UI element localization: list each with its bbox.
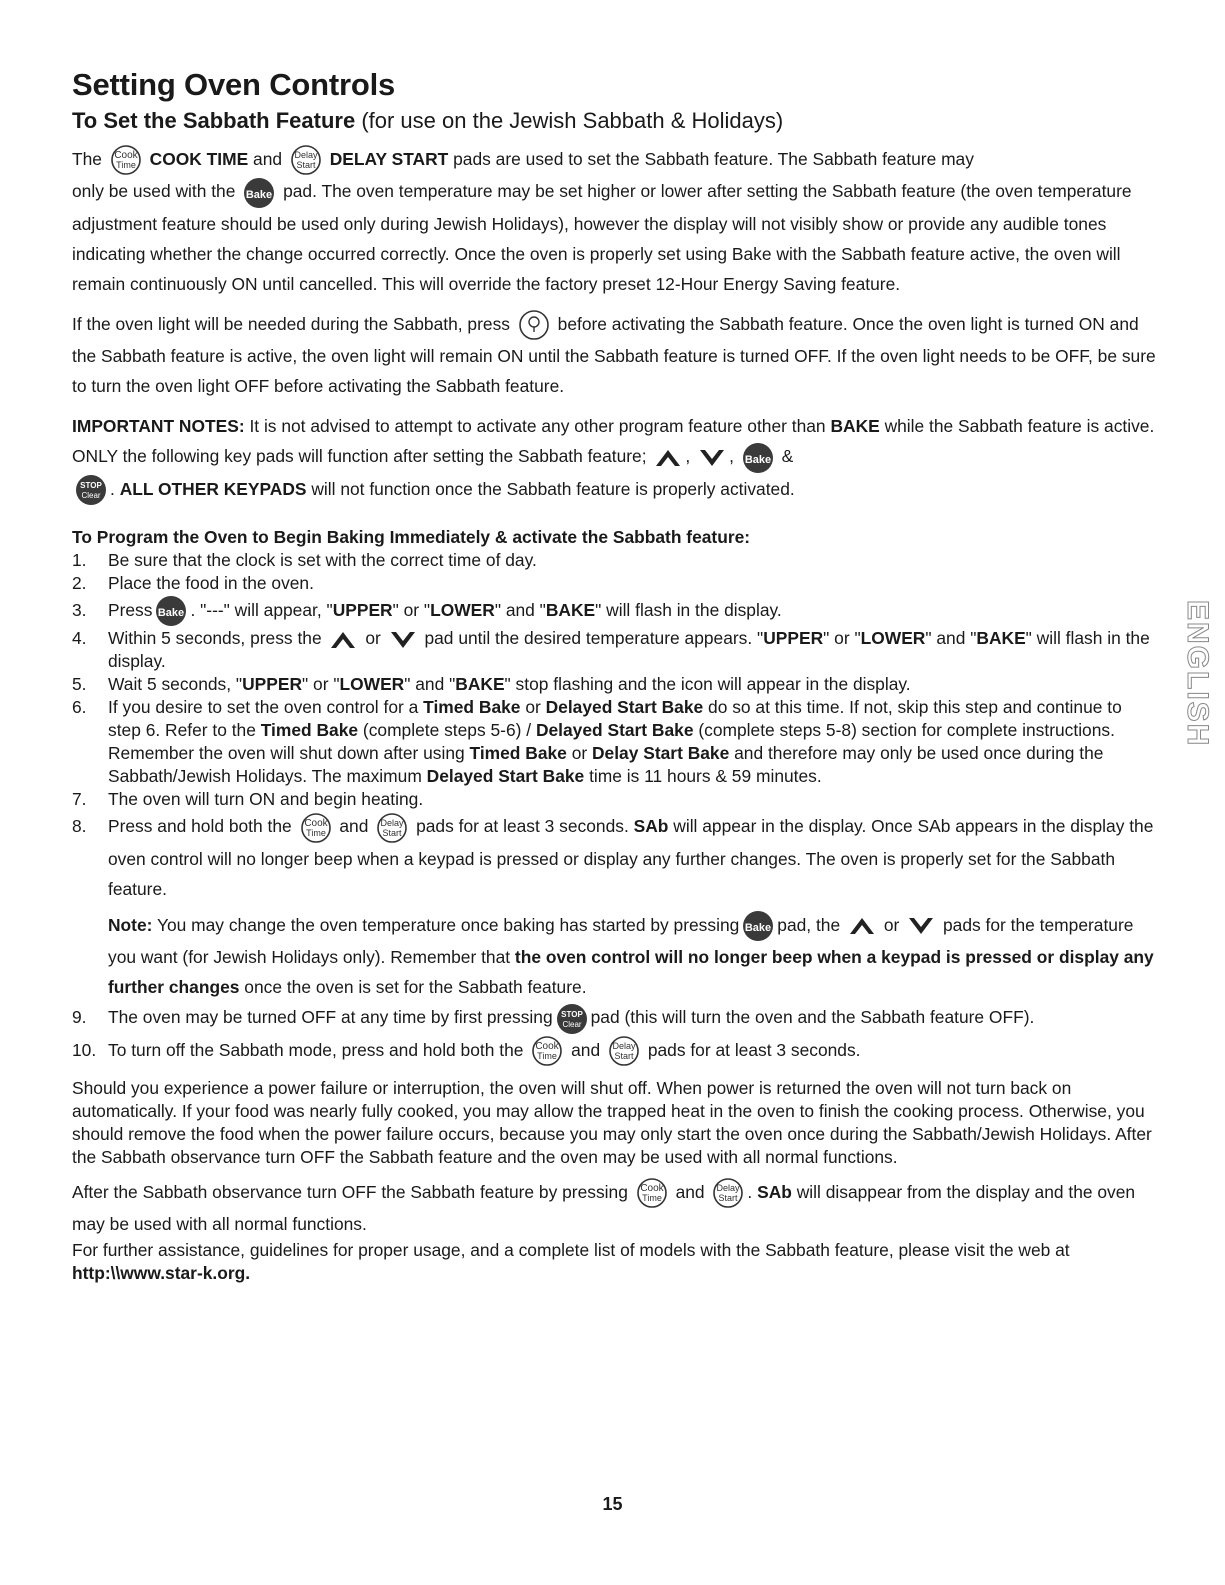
page-number: 15 (602, 1494, 623, 1514)
cook-time-key-icon (531, 1035, 563, 1067)
stop-clear-key-icon (75, 474, 107, 506)
program-heading: To Program the Oven to Begin Baking Immediately & activate the Sabbath feature: (72, 527, 751, 548)
svg-text:Delay: Delay (612, 1041, 636, 1052)
list-item: 1. Be sure that the clock is set with the correct time of day. (72, 550, 537, 571)
svg-text:Time: Time (305, 827, 326, 838)
svg-text:Time: Time (115, 160, 136, 171)
star-k-link[interactable]: http:\\www.star-k.org. (72, 1263, 251, 1284)
list-item: 3. Press Bake . "---" will appear, "UPPER" or "LOWER" and "BAKE" will flash in the display. (72, 595, 1157, 627)
cook-time-key-icon (110, 144, 142, 176)
svg-text:STOP: STOP (560, 1009, 583, 1019)
section-subtitle: To Set the Sabbath Feature (for use on the Jewish Sabbath & Holidays) (72, 108, 784, 133)
svg-text:Cook: Cook (114, 150, 138, 162)
stop-clear-key-icon (556, 1003, 588, 1035)
oven-light-paragraph: If the oven light will be needed during the Sabbath, press before activating the Sabbath feature. Once the oven light is turned ON and the Sabbath feature is active, the oven light will remain ON until the Sabbath feature is turned OFF. If the oven light needs to be OFF, be sure to turn the oven light OFF before activating the Sabbath feature. (72, 309, 1157, 401)
svg-text:Bake: Bake (744, 453, 771, 466)
list-item: 2. Place the food in the oven. (72, 573, 314, 594)
up-arrow-icon (849, 917, 875, 935)
list-item: 5. Wait 5 seconds, "UPPER" or "LOWER" and "BAKE" stop flashing and the icon will appear in the display. (72, 674, 911, 695)
svg-text:STOP: STOP (80, 481, 102, 491)
important-notes-paragraph: IMPORTANT NOTES: It is not advised to attempt to activate any other program feature other than BAKE while the Sabbath feature is active. ONLY the following key pads will function after setting the Sabbath feature; , , Bake & STOP Clear . ALL OTHER KEYPADS will not function once the Sabbath feature is properly activated. (72, 411, 1157, 506)
svg-text:Delay: Delay (716, 1183, 740, 1194)
up-arrow-icon (655, 449, 681, 467)
delay-start-key-icon (290, 144, 322, 176)
svg-text:Start: Start (718, 1193, 738, 1204)
bake-key-icon (243, 177, 275, 209)
list-item: 6. If you desire to set the oven control for a Timed Bake or Delayed Start Bake do so at this time. If not, skip this step and continue to step 6. Refer to the Timed Bake (complete steps 5-6) / Delayed Start Bake (complete steps 5-8) section for complete instructions. Remember the oven will shut down after using Timed Bake or Delay Start Bake and therefore may only be used once during the Sabbath/Jewish Holidays. The maximum Delayed Start Bake time is 11 hours & 59 minutes. (72, 697, 1122, 787)
delay-start-key-icon (376, 812, 408, 844)
language-side-tab (1168, 598, 1214, 748)
cook-time-key-icon (300, 812, 332, 844)
svg-text:Cook: Cook (535, 1041, 559, 1053)
list-item: 7. The oven will turn ON and begin heating. (72, 789, 424, 810)
svg-text:Bake: Bake (246, 188, 273, 201)
down-arrow-icon (390, 631, 416, 649)
svg-text:Time: Time (537, 1051, 558, 1062)
svg-text:Start: Start (296, 160, 316, 171)
svg-text:Cook: Cook (303, 817, 328, 829)
list-item: 10. To turn off the Sabbath mode, press and hold both the Cook Time and Delay Start pads for at least 3 seconds. (72, 1035, 1157, 1067)
delay-start-key-icon (608, 1035, 640, 1067)
svg-text:Delay: Delay (380, 817, 404, 828)
svg-text:Clear: Clear (81, 491, 101, 501)
svg-text:Delay: Delay (294, 150, 318, 161)
svg-text:Cook: Cook (640, 1183, 664, 1195)
svg-text:Start: Start (614, 1051, 634, 1062)
svg-text:ENGLISH: ENGLISH (1181, 600, 1214, 748)
up-arrow-icon (330, 631, 356, 649)
power-failure-paragraph: Should you experience a power failure or interruption, the oven will shut off. When power is returned the oven will not turn back on automatically. If your food was nearly fully cooked, you may allow the trapped heat in the oven to finish the cooking process. Otherwise, you should remove the food when the power failure occurs, because you may only start the oven once during the Sabbath/Jewish Holidays. After the Sabbath observance turn OFF the Sabbath feature and the oven may be used with all normal functions. (72, 1078, 1152, 1168)
page-title: Setting Oven Controls (72, 67, 396, 102)
steps-list (72, 549, 1157, 1067)
bake-key-icon (742, 910, 774, 942)
svg-text:Clear: Clear (562, 1019, 582, 1029)
svg-text:Bake: Bake (158, 607, 185, 620)
svg-text:Time: Time (641, 1193, 662, 1204)
down-arrow-icon (908, 917, 934, 935)
bake-key-icon (742, 442, 774, 474)
oven-light-key-icon (518, 309, 550, 341)
cook-time-key-icon (636, 1177, 668, 1209)
bake-key-icon (155, 595, 187, 627)
note: Note: You may change the oven temperature once baking has started by pressing Bake pad, the or pads for the temperature you want (for Jewish Holidays only). Remember that the oven control will no longer beep when a keypad is pressed or display any further changes once the oven is set for the Sabbath feature. (108, 910, 1157, 1002)
assistance-paragraph: For further assistance, guidelines for proper usage, and a complete list of models with the Sabbath feature, please visit the web at http:\\www.star-k.org. (72, 1240, 1070, 1284)
svg-text:Start: Start (382, 827, 402, 838)
list-item: 9. The oven may be turned OFF at any time by first pressing STOP Clear pad (this will turn the oven and the Sabbath feature OFF). (72, 1002, 1157, 1034)
manual-page (72, 66, 1157, 1285)
svg-text:Bake: Bake (745, 922, 772, 935)
after-sabbath-paragraph: After the Sabbath observance turn OFF the Sabbath feature by pressing Cook Time and Delay Start . SAb will disappear from the display and the oven may be used with all normal functions. (72, 1177, 1157, 1239)
delay-start-key-icon (712, 1177, 744, 1209)
list-item: 8. Press and hold both the Cook Time and Delay Start pads for at least 3 seconds. SAb will appear in the display. Once SAb appears in the display the oven control will no longer beep when a keypad is pressed or display any further changes. The oven is properly set for the Sabbath feature. Note: You may change the oven temperature once baking has started by pressing Bake pad, the or pads for the temperature you want (for Jewish Holidays only). Remember that the oven control will no longer beep when a keypad is pressed or display any further changes once the oven is set for the Sabbath feature. (72, 811, 1157, 1002)
down-arrow-icon (699, 449, 725, 467)
intro-paragraph: The Cook Time COOK TIME and Delay Start DELAY START pads are used to set the Sabbath feature. The Sabbath feature may only be used with the Bake pad. The oven temperature may be set higher or lower after setting the Sabbath feature (the oven temperature adjustment feature should be used only during Jewish Holidays), however the display will not visibly show or provide any audible tones indicating whether the change occurred correctly. Once the oven is properly set using Bake with the Sabbath feature active, the oven will remain continuously ON until cancelled. This will override the factory preset 12-Hour Energy Saving feature. (72, 144, 1157, 299)
list-item: 4. Within 5 seconds, press the or pad until the desired temperature appears. "UPPER" or "LOWER" and "BAKE" will flash in the display. (72, 628, 1150, 672)
